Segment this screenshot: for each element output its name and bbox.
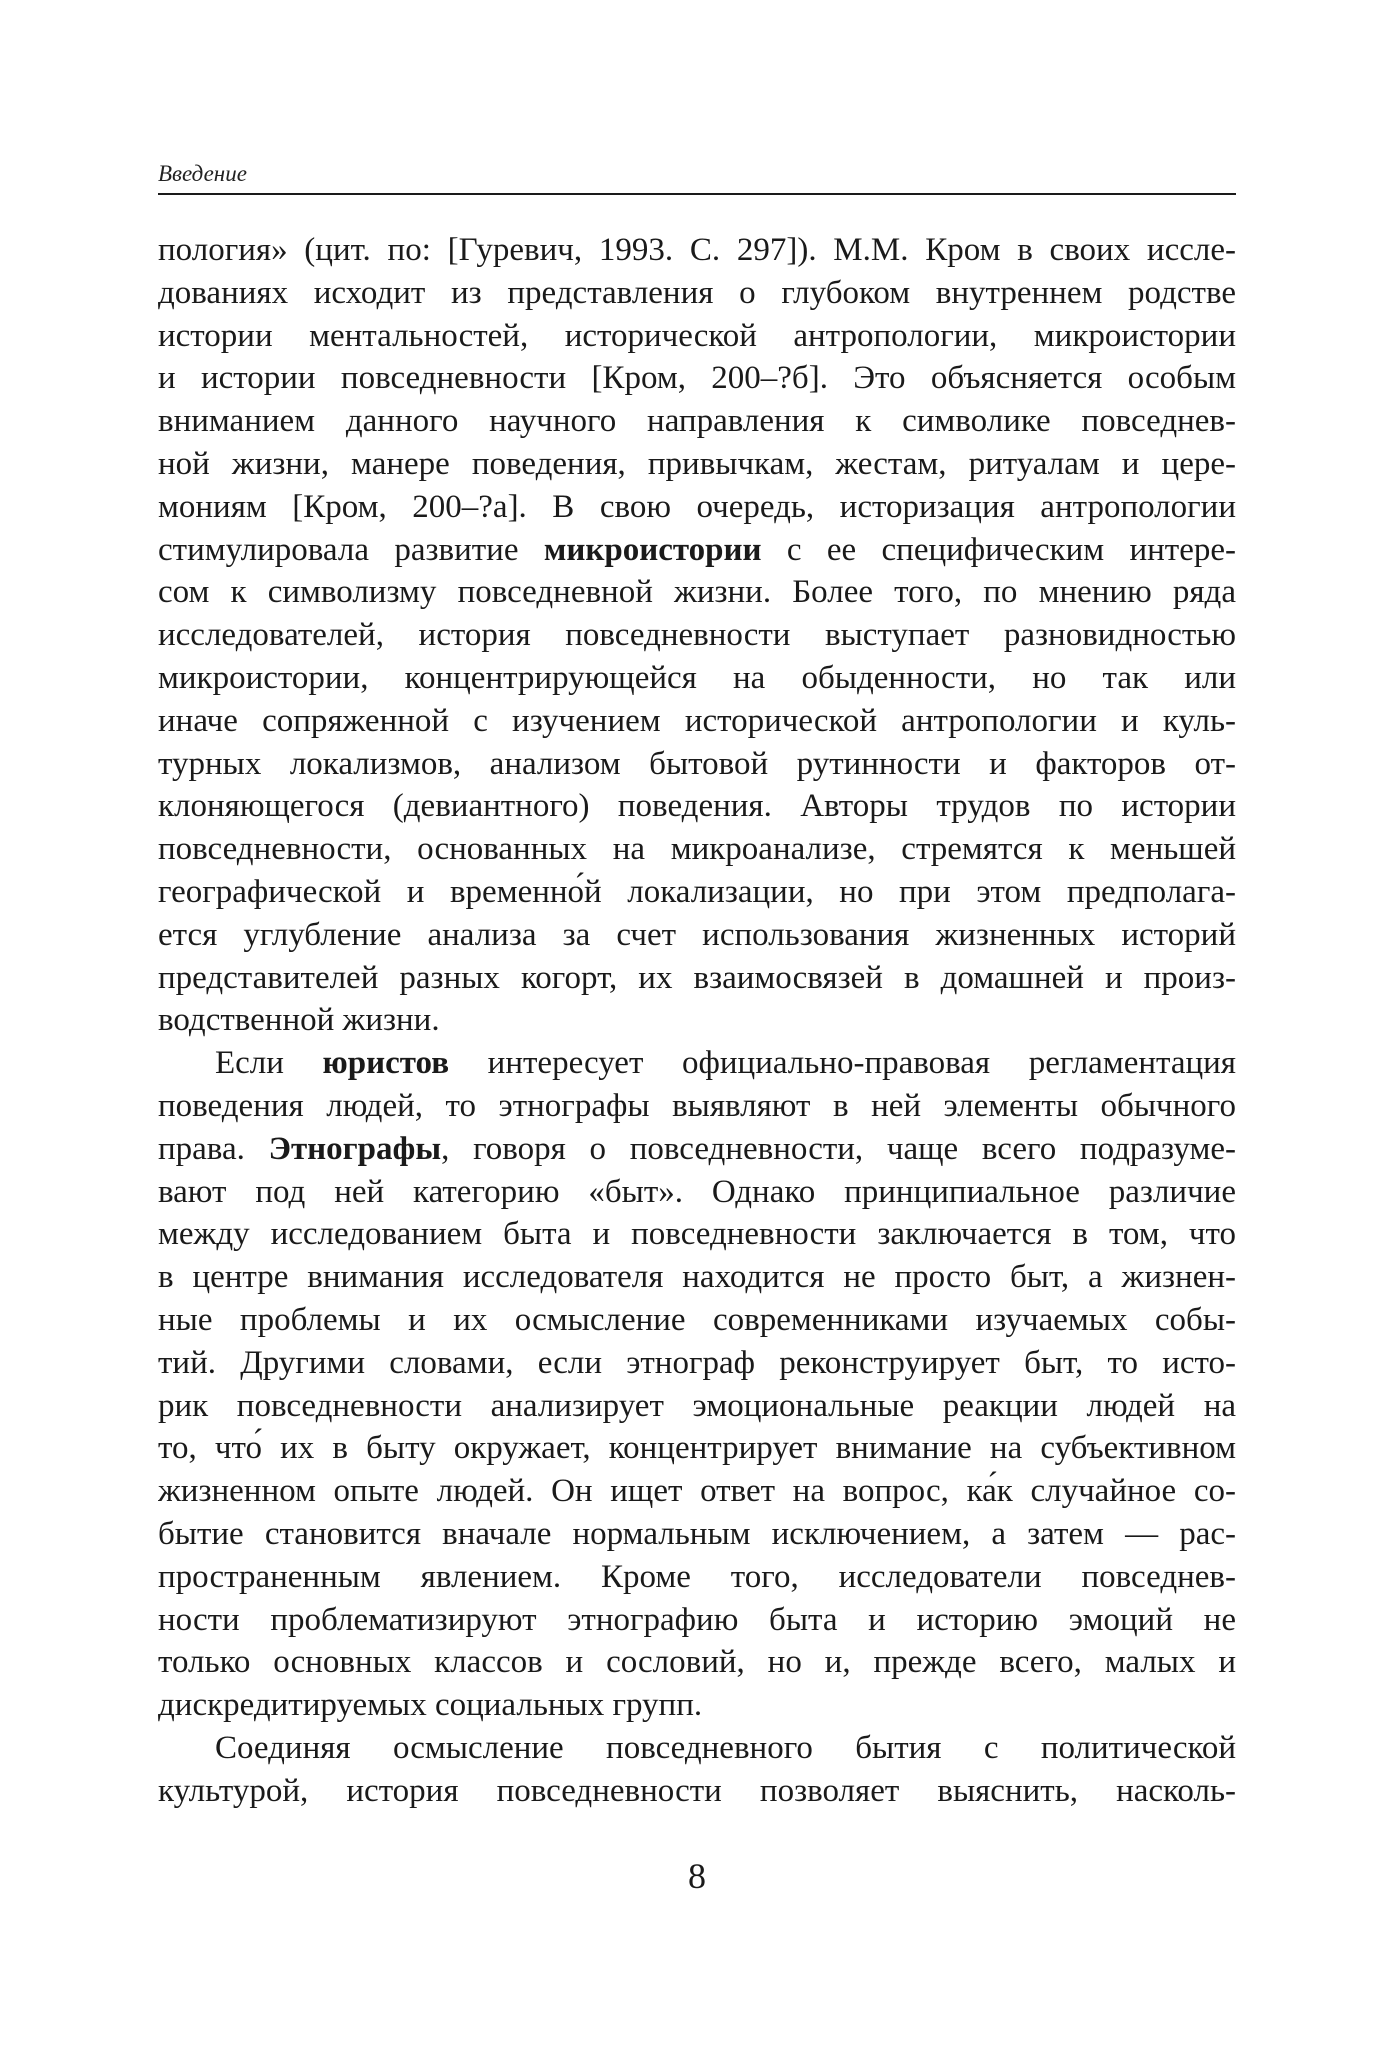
text-line: в центре внимания исследователя находится не просто быт, а жизнен- — [158, 1259, 1236, 1296]
text-line: рик повседневности анализирует эмоциональные реакции людей на — [158, 1387, 1236, 1424]
text-line: жизненном опыте людей. Он ищет ответ на вопрос, ка́к случайное со- — [158, 1473, 1236, 1510]
bold-term: юристов — [322, 1045, 450, 1082]
text-line: Если юристов интересует официально-правовая регламентация — [215, 1045, 1236, 1082]
text-line: исследователей, история повседневности выступает разновидностью — [158, 617, 1236, 654]
text-line: географической и временно́й локализации, но при этом предполага- — [158, 873, 1236, 910]
text-line: культурой, история повседневности позволяет выяснить, насколь- — [158, 1772, 1236, 1809]
book-page — [158, 0, 1236, 2048]
text-line: мониям [Кром, 200–?а]. В свою очередь, историзация антропологии — [158, 488, 1236, 525]
text-line: клоняющегося (девиантного) поведения. Авторы трудов по истории — [158, 788, 1236, 825]
text-line: ной жизни, манере поведения, привычкам, жестам, ритуалам и цере- — [158, 445, 1236, 482]
text-line: права. Этнографы, говоря о повседневности, чаще всего подразуме- — [158, 1130, 1236, 1167]
text-line: представителей разных когорт, их взаимосвязей в домашней и произ- — [158, 959, 1236, 996]
text-line: дованиях исходит из представления о глубоком внутреннем родстве — [158, 274, 1236, 311]
text-line: иначе сопряженной с изучением исторической антропологии и куль- — [158, 702, 1236, 739]
text-line: истории ментальностей, исторической антропологии, микроистории — [158, 317, 1236, 354]
text-line: ется углубление анализа за счет использования жизненных историй — [158, 916, 1236, 953]
bold-term: Этнографы — [268, 1130, 442, 1167]
text-line: ные проблемы и их осмысление современниками изучаемых собы- — [158, 1301, 1236, 1338]
text-line: водственной жизни. — [158, 1002, 440, 1039]
text-line: и истории повседневности [Кром, 200–?б]. Это объясняется особым — [158, 360, 1236, 397]
text-line: повседневности, основанных на микроанализе, стремятся к меньшей — [158, 831, 1236, 868]
text-line: вниманием данного научного направления к символике повседнев- — [158, 403, 1236, 440]
page-number: 8 — [688, 1856, 706, 1896]
paragraph-2 — [158, 1042, 1236, 1727]
body-text — [158, 229, 1236, 1812]
text-line: бытие становится вначале нормальным исключением, а затем — рас- — [158, 1515, 1236, 1552]
running-header: Введение — [158, 161, 247, 186]
text-line: пология» (цит. по: [Гуревич, 1993. С. 297]). М.М. Кром в своих иссле- — [158, 232, 1236, 268]
text-line: турных локализмов, анализом бытовой рутинности и факторов от- — [158, 745, 1236, 782]
paragraph-3 — [158, 1727, 1236, 1813]
text-line: между исследованием быта и повседневности заключается в том, что — [158, 1216, 1236, 1253]
bold-term: микроистории — [543, 531, 762, 568]
paragraph-1 — [158, 229, 1236, 1042]
text-line: стимулировала развитие микроистории с ее специфическим интере- — [158, 531, 1236, 568]
text-line: микроистории, концентрирующейся на обыденности, но так или — [158, 659, 1236, 696]
text-line: то, что́ их в быту окружает, концентрирует внимание на субъективном — [158, 1430, 1236, 1467]
text-line: вают под ней категорию «быт». Однако принципиальное различие — [158, 1173, 1236, 1210]
text-line: ности проблематизируют этнографию быта и историю эмоций не — [158, 1601, 1236, 1638]
header-rule — [158, 193, 1236, 195]
text-line: пространенным явлением. Кроме того, исследователи повседнев- — [158, 1558, 1236, 1595]
text-line: поведения людей, то этнографы выявляют в ней элементы обычного — [158, 1087, 1236, 1124]
text-line: тий. Другими словами, если этнограф реконструирует быт, то исто- — [158, 1344, 1236, 1381]
text-line: только основных классов и сословий, но и, прежде всего, малых и — [158, 1644, 1236, 1681]
text-line: сом к символизму повседневной жизни. Более того, по мнению ряда — [158, 574, 1236, 611]
text-line: Соединяя осмысление повседневного бытия с политической — [215, 1729, 1236, 1766]
text-line: дискредитируемых социальных групп. — [158, 1687, 703, 1724]
